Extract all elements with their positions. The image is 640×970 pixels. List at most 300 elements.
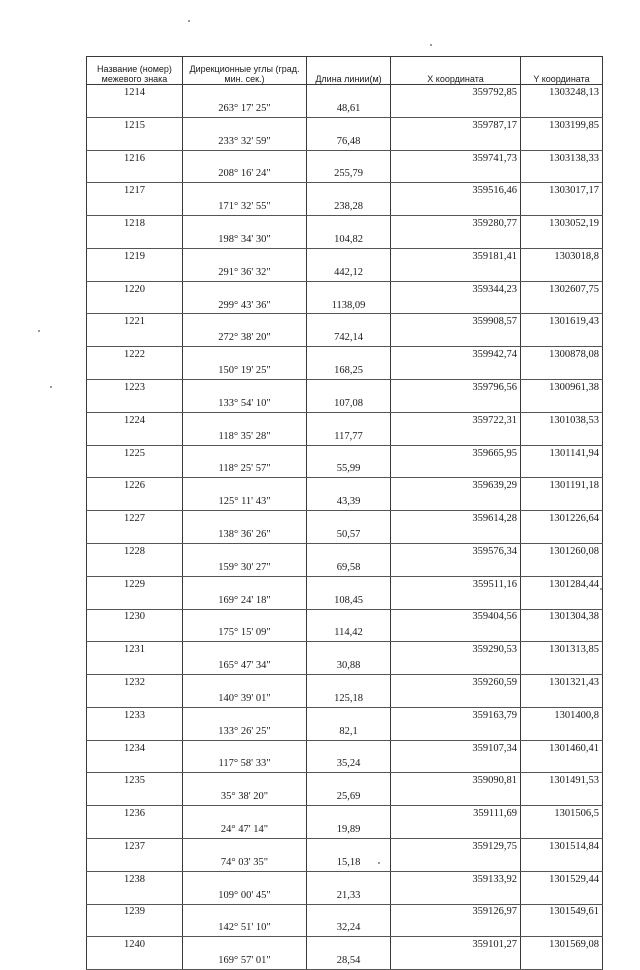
point-row <box>87 445 603 461</box>
scan-speck <box>188 20 190 22</box>
empty-cell <box>307 281 391 297</box>
point-row <box>87 150 603 166</box>
empty-cell <box>521 625 603 641</box>
empty-cell <box>391 855 521 871</box>
segment-row <box>87 920 603 936</box>
x-coordinate: 359639,29 <box>391 478 521 494</box>
segment-row <box>87 560 603 576</box>
y-coordinate: 1301038,53 <box>521 412 603 428</box>
line-length: 82,1 <box>307 724 391 740</box>
header-length: Длина линии(м) <box>307 57 391 85</box>
empty-cell <box>183 543 307 559</box>
empty-cell <box>307 314 391 330</box>
empty-cell <box>521 593 603 609</box>
empty-cell <box>87 298 183 314</box>
empty-cell <box>391 232 521 248</box>
empty-cell <box>87 822 183 838</box>
empty-cell <box>183 740 307 756</box>
segment-row <box>87 724 603 740</box>
empty-cell <box>307 937 391 953</box>
x-coordinate: 359576,34 <box>391 543 521 559</box>
point-name: 1214 <box>87 85 183 101</box>
point-row <box>87 904 603 920</box>
segment-row <box>87 429 603 445</box>
direction-angle: 169° 57' 01" <box>183 953 307 969</box>
empty-cell <box>521 953 603 969</box>
empty-cell <box>521 658 603 674</box>
empty-cell <box>307 412 391 428</box>
y-coordinate: 1301141,94 <box>521 445 603 461</box>
point-name: 1234 <box>87 740 183 756</box>
y-coordinate: 1301313,85 <box>521 642 603 658</box>
empty-cell <box>391 429 521 445</box>
segment-row <box>87 232 603 248</box>
empty-cell <box>521 855 603 871</box>
empty-cell <box>307 642 391 658</box>
point-name: 1235 <box>87 773 183 789</box>
direction-angle: 24° 47' 14" <box>183 822 307 838</box>
line-length: 76,48 <box>307 134 391 150</box>
empty-cell <box>87 920 183 936</box>
segment-row <box>87 855 603 871</box>
line-length: 104,82 <box>307 232 391 248</box>
point-name: 1240 <box>87 937 183 953</box>
empty-cell <box>307 740 391 756</box>
empty-cell <box>391 363 521 379</box>
point-row <box>87 183 603 199</box>
point-row <box>87 281 603 297</box>
y-coordinate: 1301260,08 <box>521 543 603 559</box>
line-length: 50,57 <box>307 527 391 543</box>
direction-angle: 118° 35' 28" <box>183 429 307 445</box>
empty-cell <box>183 642 307 658</box>
y-coordinate: 1301191,18 <box>521 478 603 494</box>
empty-cell <box>87 789 183 805</box>
x-coordinate: 359614,28 <box>391 511 521 527</box>
point-row <box>87 85 603 101</box>
empty-cell <box>521 429 603 445</box>
point-row <box>87 740 603 756</box>
x-coordinate: 359516,46 <box>391 183 521 199</box>
empty-cell <box>307 478 391 494</box>
direction-angle: 133° 26' 25" <box>183 724 307 740</box>
point-row <box>87 871 603 887</box>
point-row <box>87 314 603 330</box>
point-name: 1215 <box>87 117 183 133</box>
x-coordinate: 359787,17 <box>391 117 521 133</box>
empty-cell <box>521 527 603 543</box>
line-length: 25,69 <box>307 789 391 805</box>
empty-cell <box>521 298 603 314</box>
direction-angle: 272° 38' 20" <box>183 330 307 346</box>
y-coordinate: 1301460,41 <box>521 740 603 756</box>
segment-row <box>87 199 603 215</box>
line-length: 48,61 <box>307 101 391 117</box>
empty-cell <box>183 478 307 494</box>
point-name: 1222 <box>87 347 183 363</box>
empty-cell <box>521 822 603 838</box>
point-row <box>87 347 603 363</box>
direction-angle: 165° 47' 34" <box>183 658 307 674</box>
direction-angle: 263° 17' 25" <box>183 101 307 117</box>
direction-angle: 35° 38' 20" <box>183 789 307 805</box>
point-row <box>87 773 603 789</box>
point-name: 1218 <box>87 216 183 232</box>
empty-cell <box>183 871 307 887</box>
direction-angle: 299° 43' 36" <box>183 298 307 314</box>
point-row <box>87 838 603 854</box>
line-length: 108,45 <box>307 593 391 609</box>
empty-cell <box>391 691 521 707</box>
empty-cell <box>391 494 521 510</box>
empty-cell <box>521 789 603 805</box>
empty-cell <box>391 298 521 314</box>
line-length: 125,18 <box>307 691 391 707</box>
point-row <box>87 543 603 559</box>
empty-cell <box>87 363 183 379</box>
y-coordinate: 1301321,43 <box>521 675 603 691</box>
direction-angle: 140° 39' 01" <box>183 691 307 707</box>
point-name: 1238 <box>87 871 183 887</box>
empty-cell <box>391 625 521 641</box>
empty-cell <box>521 396 603 412</box>
empty-cell <box>391 461 521 477</box>
y-coordinate: 1301514,84 <box>521 838 603 854</box>
scan-speck <box>38 330 40 332</box>
direction-angle: 150° 19' 25" <box>183 363 307 379</box>
x-coordinate: 359107,34 <box>391 740 521 756</box>
x-coordinate: 359260,59 <box>391 675 521 691</box>
direction-angle: 291° 36' 32" <box>183 265 307 281</box>
table-header-row <box>87 57 603 85</box>
point-row <box>87 380 603 396</box>
empty-cell <box>521 199 603 215</box>
empty-cell <box>183 380 307 396</box>
empty-cell <box>521 494 603 510</box>
empty-cell <box>87 265 183 281</box>
x-coordinate: 359126,97 <box>391 904 521 920</box>
line-length: 32,24 <box>307 920 391 936</box>
point-name: 1229 <box>87 576 183 592</box>
empty-cell <box>521 166 603 182</box>
point-name: 1217 <box>87 183 183 199</box>
direction-angle: 109° 00' 45" <box>183 888 307 904</box>
empty-cell <box>521 560 603 576</box>
x-coordinate: 359792,85 <box>391 85 521 101</box>
x-coordinate: 359090,81 <box>391 773 521 789</box>
empty-cell <box>87 953 183 969</box>
empty-cell <box>307 904 391 920</box>
point-row <box>87 707 603 723</box>
y-coordinate: 1301284,44 <box>521 576 603 592</box>
line-length: 238,28 <box>307 199 391 215</box>
x-coordinate: 359908,57 <box>391 314 521 330</box>
empty-cell <box>183 281 307 297</box>
empty-cell <box>521 101 603 117</box>
segment-row <box>87 101 603 117</box>
empty-cell <box>87 757 183 773</box>
line-length: 30,88 <box>307 658 391 674</box>
y-coordinate: 1301549,61 <box>521 904 603 920</box>
x-coordinate: 359942,74 <box>391 347 521 363</box>
empty-cell <box>87 855 183 871</box>
segment-row <box>87 691 603 707</box>
point-name: 1239 <box>87 904 183 920</box>
empty-cell <box>183 347 307 363</box>
empty-cell <box>391 560 521 576</box>
y-coordinate: 1302607,75 <box>521 281 603 297</box>
line-length: 114,42 <box>307 625 391 641</box>
direction-angle: 159° 30' 27" <box>183 560 307 576</box>
empty-cell <box>391 724 521 740</box>
empty-cell <box>391 953 521 969</box>
empty-cell <box>307 511 391 527</box>
direction-angle: 125° 11' 43" <box>183 494 307 510</box>
empty-cell <box>183 576 307 592</box>
empty-cell <box>307 183 391 199</box>
empty-cell <box>87 560 183 576</box>
empty-cell <box>87 396 183 412</box>
segment-row <box>87 330 603 346</box>
empty-cell <box>87 199 183 215</box>
empty-cell <box>87 724 183 740</box>
segment-row <box>87 953 603 969</box>
empty-cell <box>521 363 603 379</box>
empty-cell <box>183 707 307 723</box>
empty-cell <box>183 445 307 461</box>
x-coordinate: 359722,31 <box>391 412 521 428</box>
empty-cell <box>521 757 603 773</box>
direction-angle: 169° 24' 18" <box>183 593 307 609</box>
empty-cell <box>521 232 603 248</box>
empty-cell <box>183 412 307 428</box>
x-coordinate: 359163,79 <box>391 707 521 723</box>
point-name: 1228 <box>87 543 183 559</box>
empty-cell <box>87 888 183 904</box>
line-length: 28,54 <box>307 953 391 969</box>
segment-row <box>87 363 603 379</box>
segment-row <box>87 625 603 641</box>
empty-cell <box>183 675 307 691</box>
point-row <box>87 248 603 264</box>
empty-cell <box>183 314 307 330</box>
segment-row <box>87 593 603 609</box>
point-name: 1232 <box>87 675 183 691</box>
empty-cell <box>87 461 183 477</box>
empty-cell <box>521 134 603 150</box>
point-row <box>87 117 603 133</box>
direction-angle: 175° 15' 09" <box>183 625 307 641</box>
direction-angle: 142° 51' 10" <box>183 920 307 936</box>
line-length: 43,39 <box>307 494 391 510</box>
y-coordinate: 1300878,08 <box>521 347 603 363</box>
line-length: 35,24 <box>307 757 391 773</box>
y-coordinate: 1300961,38 <box>521 380 603 396</box>
empty-cell <box>183 117 307 133</box>
point-name: 1231 <box>87 642 183 658</box>
line-length: 55,99 <box>307 461 391 477</box>
empty-cell <box>183 609 307 625</box>
point-row <box>87 412 603 428</box>
segment-row <box>87 134 603 150</box>
empty-cell <box>183 773 307 789</box>
point-row <box>87 478 603 494</box>
x-coordinate: 359280,77 <box>391 216 521 232</box>
x-coordinate: 359129,75 <box>391 838 521 854</box>
direction-angle: 74° 03' 35" <box>183 855 307 871</box>
y-coordinate: 1303248,13 <box>521 85 603 101</box>
empty-cell <box>87 330 183 346</box>
point-name: 1224 <box>87 412 183 428</box>
y-coordinate: 1301400,8 <box>521 707 603 723</box>
point-name: 1216 <box>87 150 183 166</box>
header-angles: Дирекционные углы (град. мин. сек.) <box>183 57 307 85</box>
segment-row <box>87 527 603 543</box>
empty-cell <box>87 429 183 445</box>
empty-cell <box>183 150 307 166</box>
x-coordinate: 359665,95 <box>391 445 521 461</box>
empty-cell <box>87 691 183 707</box>
line-length: 69,58 <box>307 560 391 576</box>
empty-cell <box>521 461 603 477</box>
empty-cell <box>87 593 183 609</box>
line-length: 742,14 <box>307 330 391 346</box>
empty-cell <box>307 838 391 854</box>
empty-cell <box>521 330 603 346</box>
point-row <box>87 675 603 691</box>
line-length: 117,77 <box>307 429 391 445</box>
scan-speck <box>50 386 52 388</box>
empty-cell <box>307 543 391 559</box>
empty-cell <box>391 757 521 773</box>
empty-cell <box>521 888 603 904</box>
point-row <box>87 576 603 592</box>
y-coordinate: 1303017,17 <box>521 183 603 199</box>
empty-cell <box>391 166 521 182</box>
empty-cell <box>521 724 603 740</box>
empty-cell <box>87 166 183 182</box>
empty-cell <box>391 527 521 543</box>
point-name: 1223 <box>87 380 183 396</box>
empty-cell <box>183 183 307 199</box>
empty-cell <box>307 871 391 887</box>
direction-angle: 138° 36' 26" <box>183 527 307 543</box>
y-coordinate: 1301569,08 <box>521 937 603 953</box>
point-name: 1227 <box>87 511 183 527</box>
segment-row <box>87 298 603 314</box>
x-coordinate: 359133,92 <box>391 871 521 887</box>
header-name: Название (номер) межевого знака <box>87 57 183 85</box>
empty-cell <box>521 265 603 281</box>
x-coordinate: 359181,41 <box>391 248 521 264</box>
x-coordinate: 359344,23 <box>391 281 521 297</box>
point-name: 1221 <box>87 314 183 330</box>
x-coordinate: 359290,53 <box>391 642 521 658</box>
boundary-coordinates-table <box>86 56 603 970</box>
empty-cell <box>391 134 521 150</box>
y-coordinate: 1301226,64 <box>521 511 603 527</box>
empty-cell <box>391 199 521 215</box>
y-coordinate: 1303018,8 <box>521 248 603 264</box>
direction-angle: 233° 32' 59" <box>183 134 307 150</box>
line-length: 168,25 <box>307 363 391 379</box>
empty-cell <box>307 216 391 232</box>
empty-cell <box>183 904 307 920</box>
empty-cell <box>183 838 307 854</box>
empty-cell <box>87 658 183 674</box>
empty-cell <box>307 85 391 101</box>
empty-cell <box>391 822 521 838</box>
point-name: 1220 <box>87 281 183 297</box>
direction-angle: 208° 16' 24" <box>183 166 307 182</box>
segment-row <box>87 461 603 477</box>
point-row <box>87 216 603 232</box>
empty-cell <box>183 806 307 822</box>
segment-row <box>87 494 603 510</box>
scan-speck <box>430 44 432 46</box>
line-length: 15,18 <box>307 855 391 871</box>
empty-cell <box>391 888 521 904</box>
y-coordinate: 1301529,44 <box>521 871 603 887</box>
empty-cell <box>307 609 391 625</box>
empty-cell <box>391 920 521 936</box>
y-coordinate: 1303052,19 <box>521 216 603 232</box>
empty-cell <box>391 101 521 117</box>
point-row <box>87 609 603 625</box>
empty-cell <box>307 707 391 723</box>
empty-cell <box>87 232 183 248</box>
empty-cell <box>183 937 307 953</box>
point-row <box>87 806 603 822</box>
x-coordinate: 359404,56 <box>391 609 521 625</box>
y-coordinate: 1301304,38 <box>521 609 603 625</box>
header-y: Y координата <box>521 57 603 85</box>
empty-cell <box>87 527 183 543</box>
direction-angle: 118° 25' 57" <box>183 461 307 477</box>
empty-cell <box>87 134 183 150</box>
empty-cell <box>183 85 307 101</box>
empty-cell <box>521 691 603 707</box>
direction-angle: 133° 54' 10" <box>183 396 307 412</box>
empty-cell <box>521 920 603 936</box>
line-length: 255,79 <box>307 166 391 182</box>
empty-cell <box>307 150 391 166</box>
point-row <box>87 642 603 658</box>
empty-cell <box>87 494 183 510</box>
x-coordinate: 359101,27 <box>391 937 521 953</box>
empty-cell <box>87 625 183 641</box>
empty-cell <box>183 216 307 232</box>
segment-row <box>87 396 603 412</box>
segment-row <box>87 166 603 182</box>
y-coordinate: 1303138,33 <box>521 150 603 166</box>
empty-cell <box>307 773 391 789</box>
empty-cell <box>391 330 521 346</box>
x-coordinate: 359111,69 <box>391 806 521 822</box>
point-name: 1236 <box>87 806 183 822</box>
empty-cell <box>391 593 521 609</box>
point-name: 1230 <box>87 609 183 625</box>
direction-angle: 117° 58' 33" <box>183 757 307 773</box>
point-name: 1233 <box>87 707 183 723</box>
empty-cell <box>391 396 521 412</box>
direction-angle: 198° 34' 30" <box>183 232 307 248</box>
y-coordinate: 1301506,5 <box>521 806 603 822</box>
empty-cell <box>307 117 391 133</box>
x-coordinate: 359511,16 <box>391 576 521 592</box>
empty-cell <box>87 101 183 117</box>
empty-cell <box>307 380 391 396</box>
